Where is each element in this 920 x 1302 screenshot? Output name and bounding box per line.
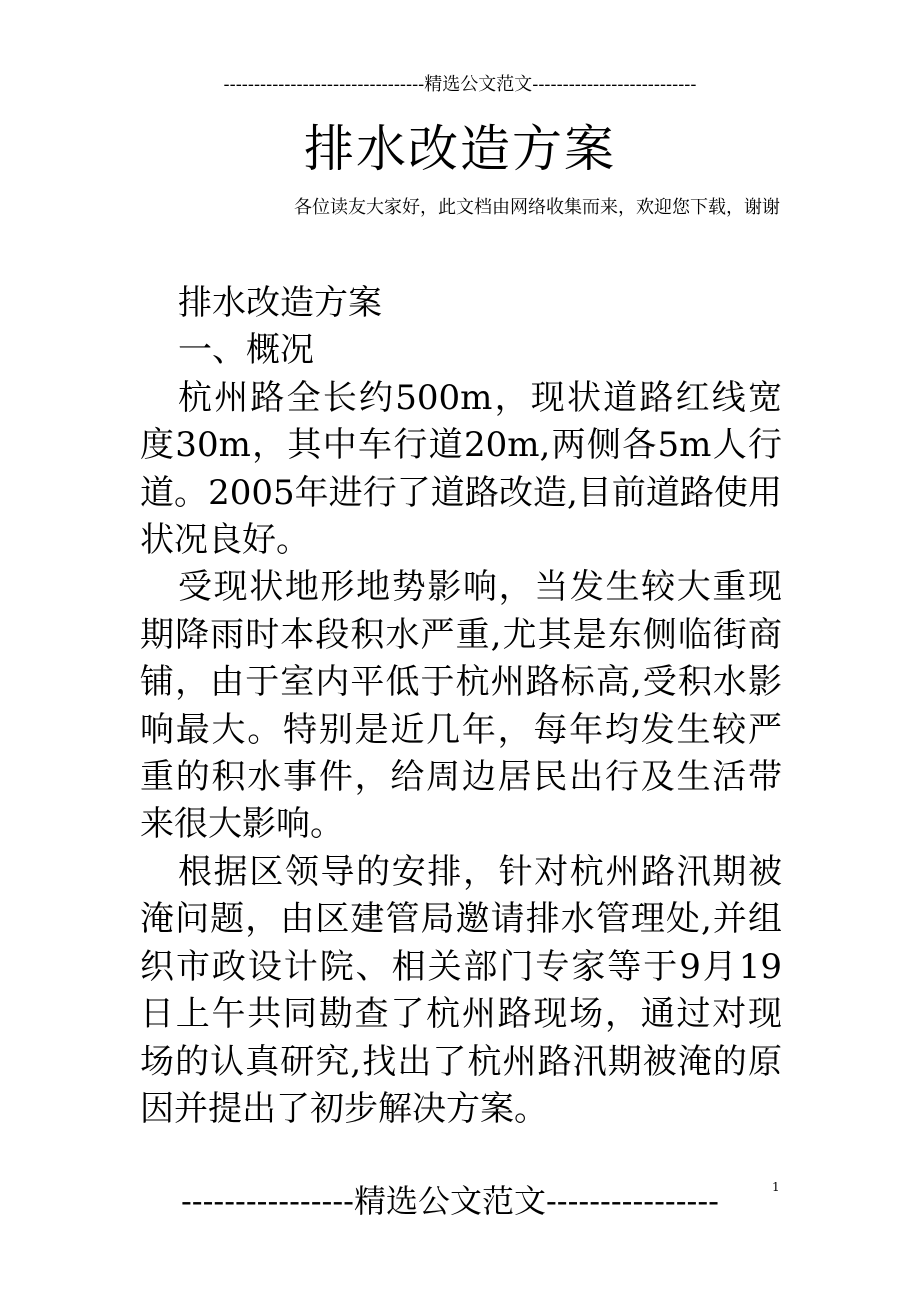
body-heading: 排水改造方案 xyxy=(178,283,382,323)
paragraph-flooding-impact: 受现状地形地势影响，当发生较大重现期降雨时本段积水严重,尤其是东侧临街商铺，由于室内平低于杭州路标高,受积水影响最大。特别是近几年，每年均发生较严重的积水事件，给周边居民出行及生活带来很大影响。 xyxy=(140,567,782,845)
document-body xyxy=(140,280,782,1133)
paragraph-road-description: 杭州路全长约500m，现状道路红线宽度30m，其中车行道20m,两侧各5m人行道。2005年进行了道路改造,目前道路使用状况良好。 xyxy=(140,377,782,561)
page-footer: ----------------精选公文范文---------------- xyxy=(180,1182,719,1220)
page-number: 1 xyxy=(772,1180,780,1194)
section-heading-overview: 一、概况 xyxy=(178,330,314,371)
document-title: 排水改造方案 xyxy=(304,120,616,178)
page-header: ---------------------------------精选公文范文--------------------------- xyxy=(223,74,697,95)
paragraph-site-survey: 根据区领导的安排，针对杭州路汛期被淹问题，由区建管局邀请排水管理处,并组织市政设计院、相关部门专家等于9月19日上午共同勘查了杭州路现场，通过对现场的认真研究,找出了杭州路汛期被淹的原因并提出了初步解决方案。 xyxy=(140,851,782,1129)
greeting-note: 各位读友大家好，此文档由网络收集而来，欢迎您下载，谢谢 xyxy=(294,197,780,218)
